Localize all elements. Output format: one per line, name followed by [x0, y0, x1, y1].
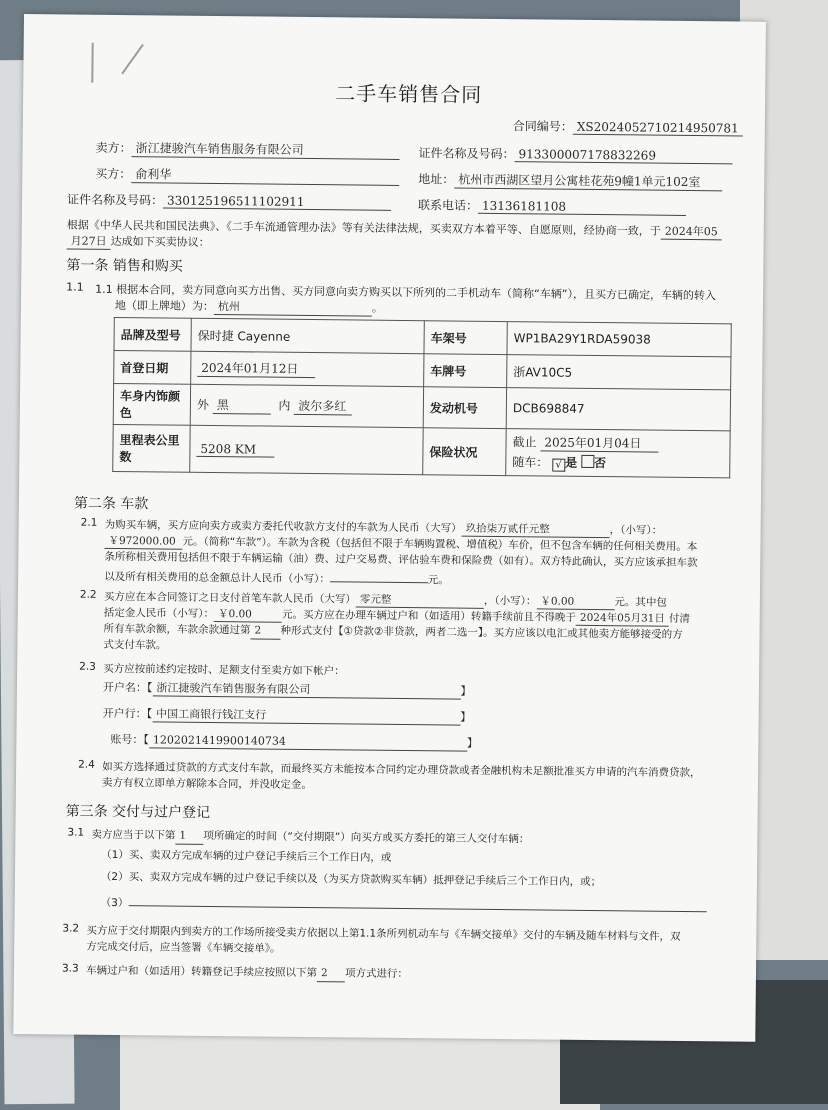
vehicle-info-table [112, 317, 732, 478]
price-in-numbers: ￥972000.00 [104, 533, 182, 550]
vin-value: WP1BA29Y1RDA59038 [507, 322, 731, 357]
payment-deadline: 2024年05月31日 [576, 610, 669, 627]
clause-2-4-number: 2.4 [78, 758, 95, 771]
deposit-amount: ￥0.00 [214, 606, 282, 623]
account-bank-row: 开户行：【 中国工商银行钱江支行 】 [102, 706, 472, 724]
clause-3-1-item-1: （1）买、卖双方完成车辆的过户登记手续后三个工作日内，或 [101, 848, 392, 864]
account-number: 1202021419900140734 [149, 733, 467, 751]
buyer-line: 买方： 俞利华 [95, 165, 399, 186]
registration-place: 杭州 [214, 298, 372, 317]
clause-1-1-line-2: 地（即上牌地）为： 杭州 。 [114, 298, 384, 315]
outer-color: 黑 [213, 396, 271, 415]
first-payment-words: 零元整 [356, 592, 484, 609]
reg-date-cell [191, 351, 424, 386]
buyer-name: 俞利华 [131, 165, 399, 186]
contract-number-value: XS2024052710214950781 [573, 120, 743, 137]
page-title: 二手车销售合同 [335, 81, 483, 107]
preamble-line-1: 根据《中华人民共和国民法典》、《二手车流通管理办法》等有关法律法规，买卖双方本着平等、自愿原则，经协商一致，于 2024年05 [67, 216, 722, 240]
article-3-heading: 第三条 交付与过户登记 [65, 803, 211, 821]
table-row [113, 383, 730, 430]
reg-date-value: 2024年01月12日 [197, 359, 315, 378]
brand-value: 保时捷 Cayenne [191, 318, 424, 353]
staple-mark [121, 44, 144, 74]
clause-2-2-line-2: 括定金人民币（小写）： ￥0.00 元。买方应在办理车辆过户和（如适用）转籍手续前且不得晚于 2024年05月31日 付清 [103, 606, 690, 626]
clause-2-4-line-1: 如买方选择通过贷款的方式支付车款，而最终买方未能按本合同约定办理贷款或者金融机构未足额批准买方申请的汽车消费贷款， [102, 760, 701, 780]
clause-2-2-line-3: 所有车款余额，车款余款通过第 2 种形式支付【①贷款②非贷款，两者二选一】。买方应该以电汇或其他卖方能够接受的方 [103, 622, 683, 641]
engine-value: DCB698847 [506, 388, 730, 431]
seller-id: 证件名称及号码： 913300007178832269 [418, 144, 732, 164]
delivery-option: 1 [175, 830, 203, 845]
account-name-row: 开户名：【 浙江捷骏汽车销售服务有限公司 】 [102, 680, 472, 698]
clause-3-1-line-1: 卖方应当于以下第 1 项所确定的时间（“交付期限”）向买方或买方委托的第三人交付车辆： [91, 828, 530, 846]
insurance-yes-checkbox[interactable]: √ [552, 459, 565, 472]
payment-method: 2 [250, 624, 280, 639]
clause-3-1-item-3: （3） [101, 891, 707, 916]
clause-2-2-number: 2.2 [79, 588, 97, 601]
clause-2-1-line-2: ￥972000.00 元。（简称“车款”）。车款为含税（包括但不限于车辆购置税、增值税）车价，但不包含车辆的任何相关费用。本 [104, 533, 697, 555]
clause-3-1-item-2: （2）买、卖双方完成车辆的过户登记手续以及（为买方贷款购买车辆）抵押登记手续后三个工作日内，或； [100, 870, 602, 889]
mileage-value: 5208 KM [196, 441, 274, 457]
article-1-heading: 第一条 销售和购买 [66, 257, 183, 275]
transfer-method: 2 [317, 967, 345, 982]
clause-3-3-number: 3.3 [61, 962, 79, 975]
clause-2-1-line-3: 条所称相关费用包括但不限于车辆运输（油）费、过户交易费、评估验车费和保险费（如有）。双方特此确认，买方应该承担车款 [104, 550, 698, 570]
mileage-cell [190, 425, 423, 474]
buyer-id-value: 330125196511102911 [163, 193, 391, 210]
account-bank: 中国工商银行钱江支行 [152, 705, 460, 725]
contract-page [13, 14, 766, 1042]
insurance-label: 保险状况 [423, 428, 506, 476]
staple-mark [91, 43, 93, 83]
buyer-phone: 联系电话： 13136181108 [418, 196, 686, 216]
first-payment-amount: ￥0.00 [536, 593, 614, 610]
inner-color: 波尔多红 [294, 397, 352, 416]
insurance-no-checkbox[interactable] [581, 455, 594, 468]
seller-id-value: 913300007178832269 [514, 147, 732, 164]
preamble-line-2: 月27日 达成如下买卖协议： [67, 232, 210, 250]
total-amount-blank [330, 567, 428, 583]
seller-name: 浙江捷骏汽车销售服务有限公司 [132, 139, 400, 160]
contract-date-part2: 月27日 [67, 232, 111, 249]
table-row [113, 424, 730, 477]
clause-1-1-number: 1.1 [66, 280, 84, 294]
clause-2-1-number: 2.1 [80, 516, 98, 529]
clause-3-1-number: 3.1 [67, 826, 85, 839]
plate-value: 浙AV10C5 [507, 355, 731, 390]
clause-3-2-line-1: 买方应于交付期限内到卖方的工作场所接受卖方依据以上第1.1条所列机动车与《车辆交接单》交付的车辆及随车材料与文件，双 [86, 924, 681, 943]
engine-label: 发动机号 [423, 387, 506, 429]
buyer-phone-value: 13136181108 [478, 199, 686, 216]
clause-2-2-line-4: 式支付车款。 [103, 638, 167, 652]
clause-2-4-line-2: 卖方有权立即单方解除本合同，并没收定金。 [101, 776, 313, 792]
clause-2-1-line-1: 为购买车辆，买方应向卖方或卖方委托代收款方支付的车款为人民币（大写） 玖拾柒万贰仟元整 ，（小写）： [104, 518, 663, 537]
contract-number: 合同编号： XS2024052710214950781 [513, 117, 743, 136]
buyer-id: 证件名称及号码： 330125196511102911 [67, 190, 391, 210]
reg-date-label: 首登日期 [114, 350, 191, 384]
delivery-other-blank [128, 891, 706, 912]
clause-2-3-number: 2.3 [79, 660, 96, 673]
clause-3-3-line-1: 车辆过户和（如适用）转籍登记手续应按照以下第 2 项方式进行： [86, 963, 408, 983]
article-2-heading: 第二条 车款 [73, 495, 149, 513]
buyer-address-value: 杭州市西湖区望月公寓桂花苑9幢1单元102室 [454, 171, 722, 192]
clause-2-1-line-4: 以及所有相关费用的总金额总计人民币（小写）： 元。 [104, 565, 449, 588]
clause-2-2-line-1: 买方应在本合同签订之日支付首笔车款人民币（大写） 零元整 ，（小写）： ￥0.00 元。其中包 [103, 590, 667, 609]
account-name: 浙江捷骏汽车销售服务有限公司 [152, 679, 460, 699]
vin-label: 车架号 [424, 321, 507, 355]
contract-date-part1: 2024年05 [661, 223, 722, 241]
insurance-until: 2025年01月04日 [540, 433, 658, 452]
clause-3-2-line-2: 方完成交付后，应当签署《车辆交接单》。 [86, 940, 281, 955]
price-in-words: 玖拾柒万贰仟元整 [462, 521, 610, 539]
clause-1-1-line-1: 1.1 根据本合同，卖方同意向买方出售、买方同意向卖方购买以下所列的二手机动车（简称“车辆”），且买方已确定，车辆的转入 [95, 282, 717, 303]
account-number-row: 账号：【 1202021419900140734 】 [110, 732, 478, 750]
clause-2-3-line-1: 买方应按前述约定按时、足额支付至卖方如下帐户： [103, 662, 345, 678]
color-cell: 外 黑 内 波尔多红 [190, 384, 423, 427]
brand-label: 品牌及型号 [114, 317, 191, 351]
insurance-cell: 截止 2025年01月04日 随车： √ 是 否 [506, 429, 730, 478]
buyer-address: 地址： 杭州市西湖区望月公寓桂花苑9幢1单元102室 [418, 170, 722, 191]
clause-3-2-number: 3.2 [62, 922, 80, 935]
plate-label: 车牌号 [424, 354, 507, 388]
color-label: 车身内饰颜色 [113, 383, 190, 425]
seller-line: 卖方： 浙江捷骏汽车销售服务有限公司 [96, 139, 400, 160]
mileage-label: 里程表公里数 [113, 424, 190, 472]
